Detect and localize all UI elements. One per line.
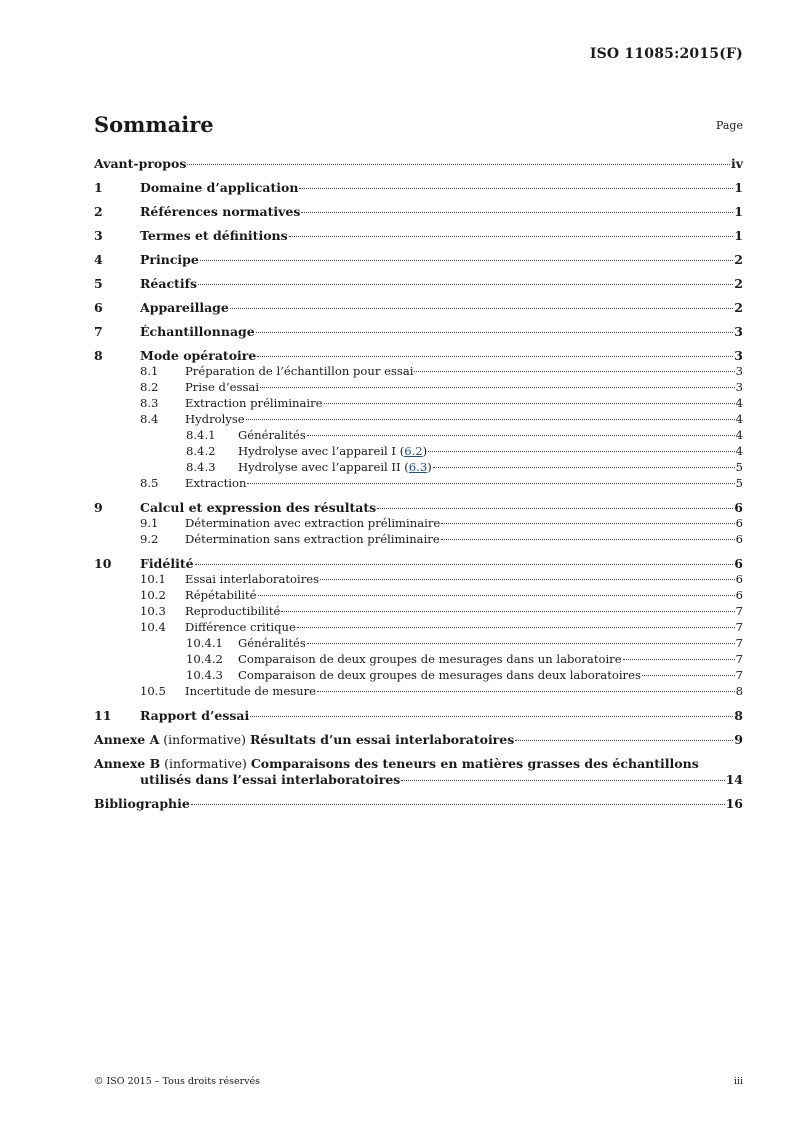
toc-section-number: 9.1	[140, 516, 159, 530]
toc-entry-text-tail: )	[422, 444, 428, 458]
footer-page-number: iii	[733, 1076, 743, 1087]
toc-section-number: 8.3	[140, 396, 159, 410]
toc-page-number: 8	[735, 684, 743, 698]
toc-entry-1[interactable]	[94, 180, 743, 196]
toc-page-number: 14	[725, 772, 743, 787]
toc-page-number: 7	[735, 604, 743, 618]
toc-entry-text: Calcul et expression des résultats	[140, 500, 377, 515]
toc-page-number: iv	[730, 156, 743, 171]
dot-leader	[230, 308, 733, 309]
toc-entry-text: Généralités	[238, 636, 306, 650]
toc-section-number: 8.4	[140, 412, 159, 426]
toc-entry-10-2[interactable]	[94, 588, 743, 604]
toc-page-number: 8	[734, 708, 743, 723]
dot-leader	[247, 483, 734, 484]
toc-page-number: 5	[735, 476, 743, 490]
toc-entry-text-group	[94, 732, 514, 747]
toc-entry-text: Résultats d’un essai interlaboratoires	[249, 732, 515, 747]
toc-entry-text: Incertitude de mesure	[185, 684, 317, 698]
toc-entry-10-5[interactable]	[94, 684, 743, 700]
toc-entry-text: Prise d’essai	[185, 380, 260, 394]
standard-id: ISO 11085:2015(F)	[589, 46, 743, 62]
toc-entry-5[interactable]	[94, 276, 743, 292]
dot-leader	[256, 332, 734, 333]
toc-entry-text: Échantillonnage	[140, 324, 255, 339]
toc-entry-text: Détermination avec extraction préliminaire	[185, 516, 441, 530]
dot-leader	[260, 387, 735, 388]
dot-leader	[281, 611, 734, 612]
dot-leader	[515, 740, 733, 741]
dot-leader	[301, 212, 733, 213]
toc-entry-10-3[interactable]	[94, 604, 743, 620]
toc-entry-text-group	[238, 460, 432, 474]
toc-entry-text: Rapport d’essai	[140, 708, 250, 723]
toc-entry-text: Répétabilité	[185, 588, 257, 602]
toc-entry-text-group	[94, 756, 743, 772]
toc-entry-2[interactable]	[94, 204, 743, 220]
dot-leader	[317, 691, 735, 692]
toc-section-number: 4	[94, 252, 103, 267]
dot-leader	[428, 451, 734, 452]
toc-entry-4[interactable]	[94, 252, 743, 268]
toc-section-number: 8.4.3	[186, 460, 216, 474]
toc-entry-text: Bibliographie	[94, 796, 190, 811]
dot-leader	[324, 403, 735, 404]
toc-section-number: 11	[94, 708, 112, 723]
toc-entry-7[interactable]	[94, 324, 743, 340]
toc-entry-text: Comparaison de deux groupes de mesurages dans un laboratoire	[238, 652, 622, 666]
toc-page-number: 3	[735, 364, 743, 378]
toc-page-number: 6	[734, 556, 743, 571]
toc-entry-text: Références normatives	[140, 204, 301, 219]
toc-entry-11[interactable]	[94, 708, 743, 724]
toc-section-number: 8.5	[140, 476, 159, 490]
dot-leader	[289, 236, 734, 237]
toc-entry-text: Fidélité	[140, 556, 194, 571]
cross-reference-link[interactable]: 6.3	[408, 460, 428, 474]
toc-page-number: 4	[735, 428, 743, 442]
toc-entry-text: Généralités	[238, 428, 306, 442]
toc-entry-8-5[interactable]	[94, 476, 743, 492]
toc-entry-text: Avant-propos	[94, 156, 187, 171]
page-column-label: Page	[715, 119, 743, 132]
dot-leader	[195, 564, 734, 565]
toc-entry-text: Différence critique	[185, 620, 296, 634]
toc-section-number: 2	[94, 204, 103, 219]
toc-entry-8[interactable]	[94, 348, 743, 364]
toc-page-number: 2	[734, 276, 743, 291]
dot-leader	[433, 467, 735, 468]
toc-page-number: 4	[735, 396, 743, 410]
toc-entry-10-4-3[interactable]	[94, 668, 743, 684]
toc-section-number: 10.1	[140, 572, 166, 586]
toc-page-number: 7	[735, 668, 743, 682]
toc-section-number: 8	[94, 348, 103, 363]
dot-leader	[258, 595, 735, 596]
toc-section-number: 6	[94, 300, 103, 315]
toc-section-number: 10.4	[140, 620, 166, 634]
toc-entry-avant-propos[interactable]	[94, 156, 743, 172]
toc-entry-10-1[interactable]	[94, 572, 743, 588]
toc-entry-text-tail: )	[427, 460, 432, 474]
toc-section-number: 1	[94, 180, 103, 195]
toc-section-number: 10.3	[140, 604, 166, 618]
toc-section-number: 7	[94, 324, 103, 339]
dot-leader	[307, 435, 735, 436]
toc-page-number: 1	[734, 204, 743, 219]
dot-leader	[191, 804, 725, 805]
toc-page-number: 7	[735, 652, 743, 666]
dot-leader	[414, 371, 734, 372]
toc-page-number: 3	[734, 324, 743, 339]
toc-entry-9[interactable]	[94, 500, 743, 516]
toc-entry-9-1[interactable]	[94, 516, 743, 532]
annex-note: (informative)	[160, 756, 251, 771]
toc-entry-continuation	[94, 772, 743, 788]
dot-leader	[320, 579, 735, 580]
toc-page-number: 6	[735, 532, 743, 546]
toc-page-number: 1	[734, 180, 743, 195]
toc-page-number: 16	[725, 796, 743, 811]
toc-entry-text: Termes et définitions	[140, 228, 288, 243]
annex-prefix: Annexe B	[94, 756, 161, 771]
annex-note: (informative)	[159, 732, 250, 747]
dot-leader	[246, 419, 735, 420]
toc-page-number: 3	[735, 380, 743, 394]
dot-leader	[307, 643, 735, 644]
toc-entry-text: Principe	[140, 252, 199, 267]
toc-page-number: 6	[735, 516, 743, 530]
toc-section-number: 9	[94, 500, 103, 515]
dot-leader	[299, 188, 733, 189]
toc-section-number: 10.4.3	[186, 668, 223, 682]
toc-entry-10-4-2[interactable]	[94, 652, 743, 668]
toc-page-number: 3	[734, 348, 743, 363]
toc-page-number: 6	[735, 572, 743, 586]
dot-leader	[441, 539, 735, 540]
toc-section-number: 8.4.1	[186, 428, 216, 442]
toc-entry-text: Hydrolyse avec l’appareil II (	[238, 460, 409, 474]
dot-leader	[250, 716, 733, 717]
dot-leader	[642, 675, 735, 676]
toc-entry-8-4[interactable]	[94, 412, 743, 428]
dot-leader	[297, 627, 735, 628]
toc-entry-text: Extraction préliminaire	[185, 396, 323, 410]
toc-entry-text: Domaine d’application	[140, 180, 299, 195]
toc-entry-text: Détermination sans extraction préliminaire	[185, 532, 440, 546]
toc-entry-8-2[interactable]	[94, 380, 743, 396]
toc-entry-bibliographie[interactable]	[94, 796, 743, 812]
toc-entry-6[interactable]	[94, 300, 743, 316]
dot-leader	[623, 659, 735, 660]
toc-section-number: 3	[94, 228, 103, 243]
toc-page-number: 1	[734, 228, 743, 243]
toc-entry-3[interactable]	[94, 228, 743, 244]
toc-section-number: 8.2	[140, 380, 159, 394]
toc-page-number: 2	[734, 300, 743, 315]
toc-page-number: 9	[734, 732, 743, 747]
dot-leader	[198, 284, 733, 285]
dot-leader	[187, 164, 730, 165]
annex-prefix: Annexe A	[94, 732, 160, 747]
toc-entry-8-4-3[interactable]	[94, 460, 743, 476]
toc-section-number: 10.4.2	[186, 652, 223, 666]
dot-leader	[441, 523, 734, 524]
table-of-contents	[94, 156, 743, 812]
toc-entry-text: Comparaison de deux groupes de mesurages dans deux laboratoires	[238, 668, 641, 682]
toc-entry-9-2[interactable]	[94, 532, 743, 548]
toc-entry-8-1[interactable]	[94, 364, 743, 380]
toc-entry-text-group	[238, 444, 427, 458]
dot-leader	[200, 260, 733, 261]
toc-page-number: 2	[734, 252, 743, 267]
toc-section-number: 10.4.1	[186, 636, 223, 650]
toc-entry-10[interactable]	[94, 556, 743, 572]
toc-section-number: 8.1	[140, 364, 159, 378]
toc-entry-annex-a[interactable]	[94, 732, 743, 748]
dot-leader	[401, 780, 724, 781]
toc-section-number: 5	[94, 276, 103, 291]
page-title: Sommaire	[94, 112, 214, 137]
toc-page-number: 6	[735, 588, 743, 602]
toc-entry-text: Hydrolyse	[185, 412, 245, 426]
toc-section-number: 10.2	[140, 588, 166, 602]
toc-entry-10-4-1[interactable]	[94, 636, 743, 652]
toc-section-number: 9.2	[140, 532, 159, 546]
footer-copyright: © ISO 2015 – Tous droits réservés	[94, 1076, 261, 1087]
cross-reference-link[interactable]: 6.2	[404, 444, 423, 458]
toc-entry-text: Extraction	[185, 476, 247, 490]
toc-page-number: 7	[735, 636, 743, 650]
toc-entry-8-3[interactable]	[94, 396, 743, 412]
toc-section-number: 10	[94, 556, 112, 571]
toc-page-number: 5	[735, 460, 743, 474]
toc-page-number: 4	[735, 444, 743, 458]
toc-section-number: 8.4.2	[186, 444, 216, 458]
toc-entry-10-4[interactable]	[94, 620, 743, 636]
dot-leader	[377, 508, 733, 509]
toc-section-number: 10.5	[140, 684, 166, 698]
toc-entry-annex-b[interactable]	[94, 756, 743, 788]
toc-entry-8-4-1[interactable]	[94, 428, 743, 444]
toc-entry-text: Préparation de l’échantillon pour essai	[185, 364, 414, 378]
toc-entry-text: Hydrolyse avec l’appareil I (	[238, 444, 405, 458]
toc-page-number: 4	[735, 412, 743, 426]
toc-page-number: 7	[735, 620, 743, 634]
toc-entry-text: Reproductibilité	[185, 604, 281, 618]
toc-entry-text: Essai interlaboratoires	[185, 572, 320, 586]
toc-entry-text: Mode opératoire	[140, 348, 257, 363]
toc-entry-text: Réactifs	[140, 276, 197, 291]
toc-entry-text: Appareillage	[140, 300, 229, 315]
toc-page-number: 6	[734, 500, 743, 515]
toc-entry-8-4-2[interactable]	[94, 444, 743, 460]
toc-entry-text: Comparaisons des teneurs en matières grasses des échantillons	[250, 756, 699, 771]
toc-entry-text: utilisés dans l’essai interlaboratoires	[140, 772, 401, 787]
dot-leader	[257, 356, 733, 357]
